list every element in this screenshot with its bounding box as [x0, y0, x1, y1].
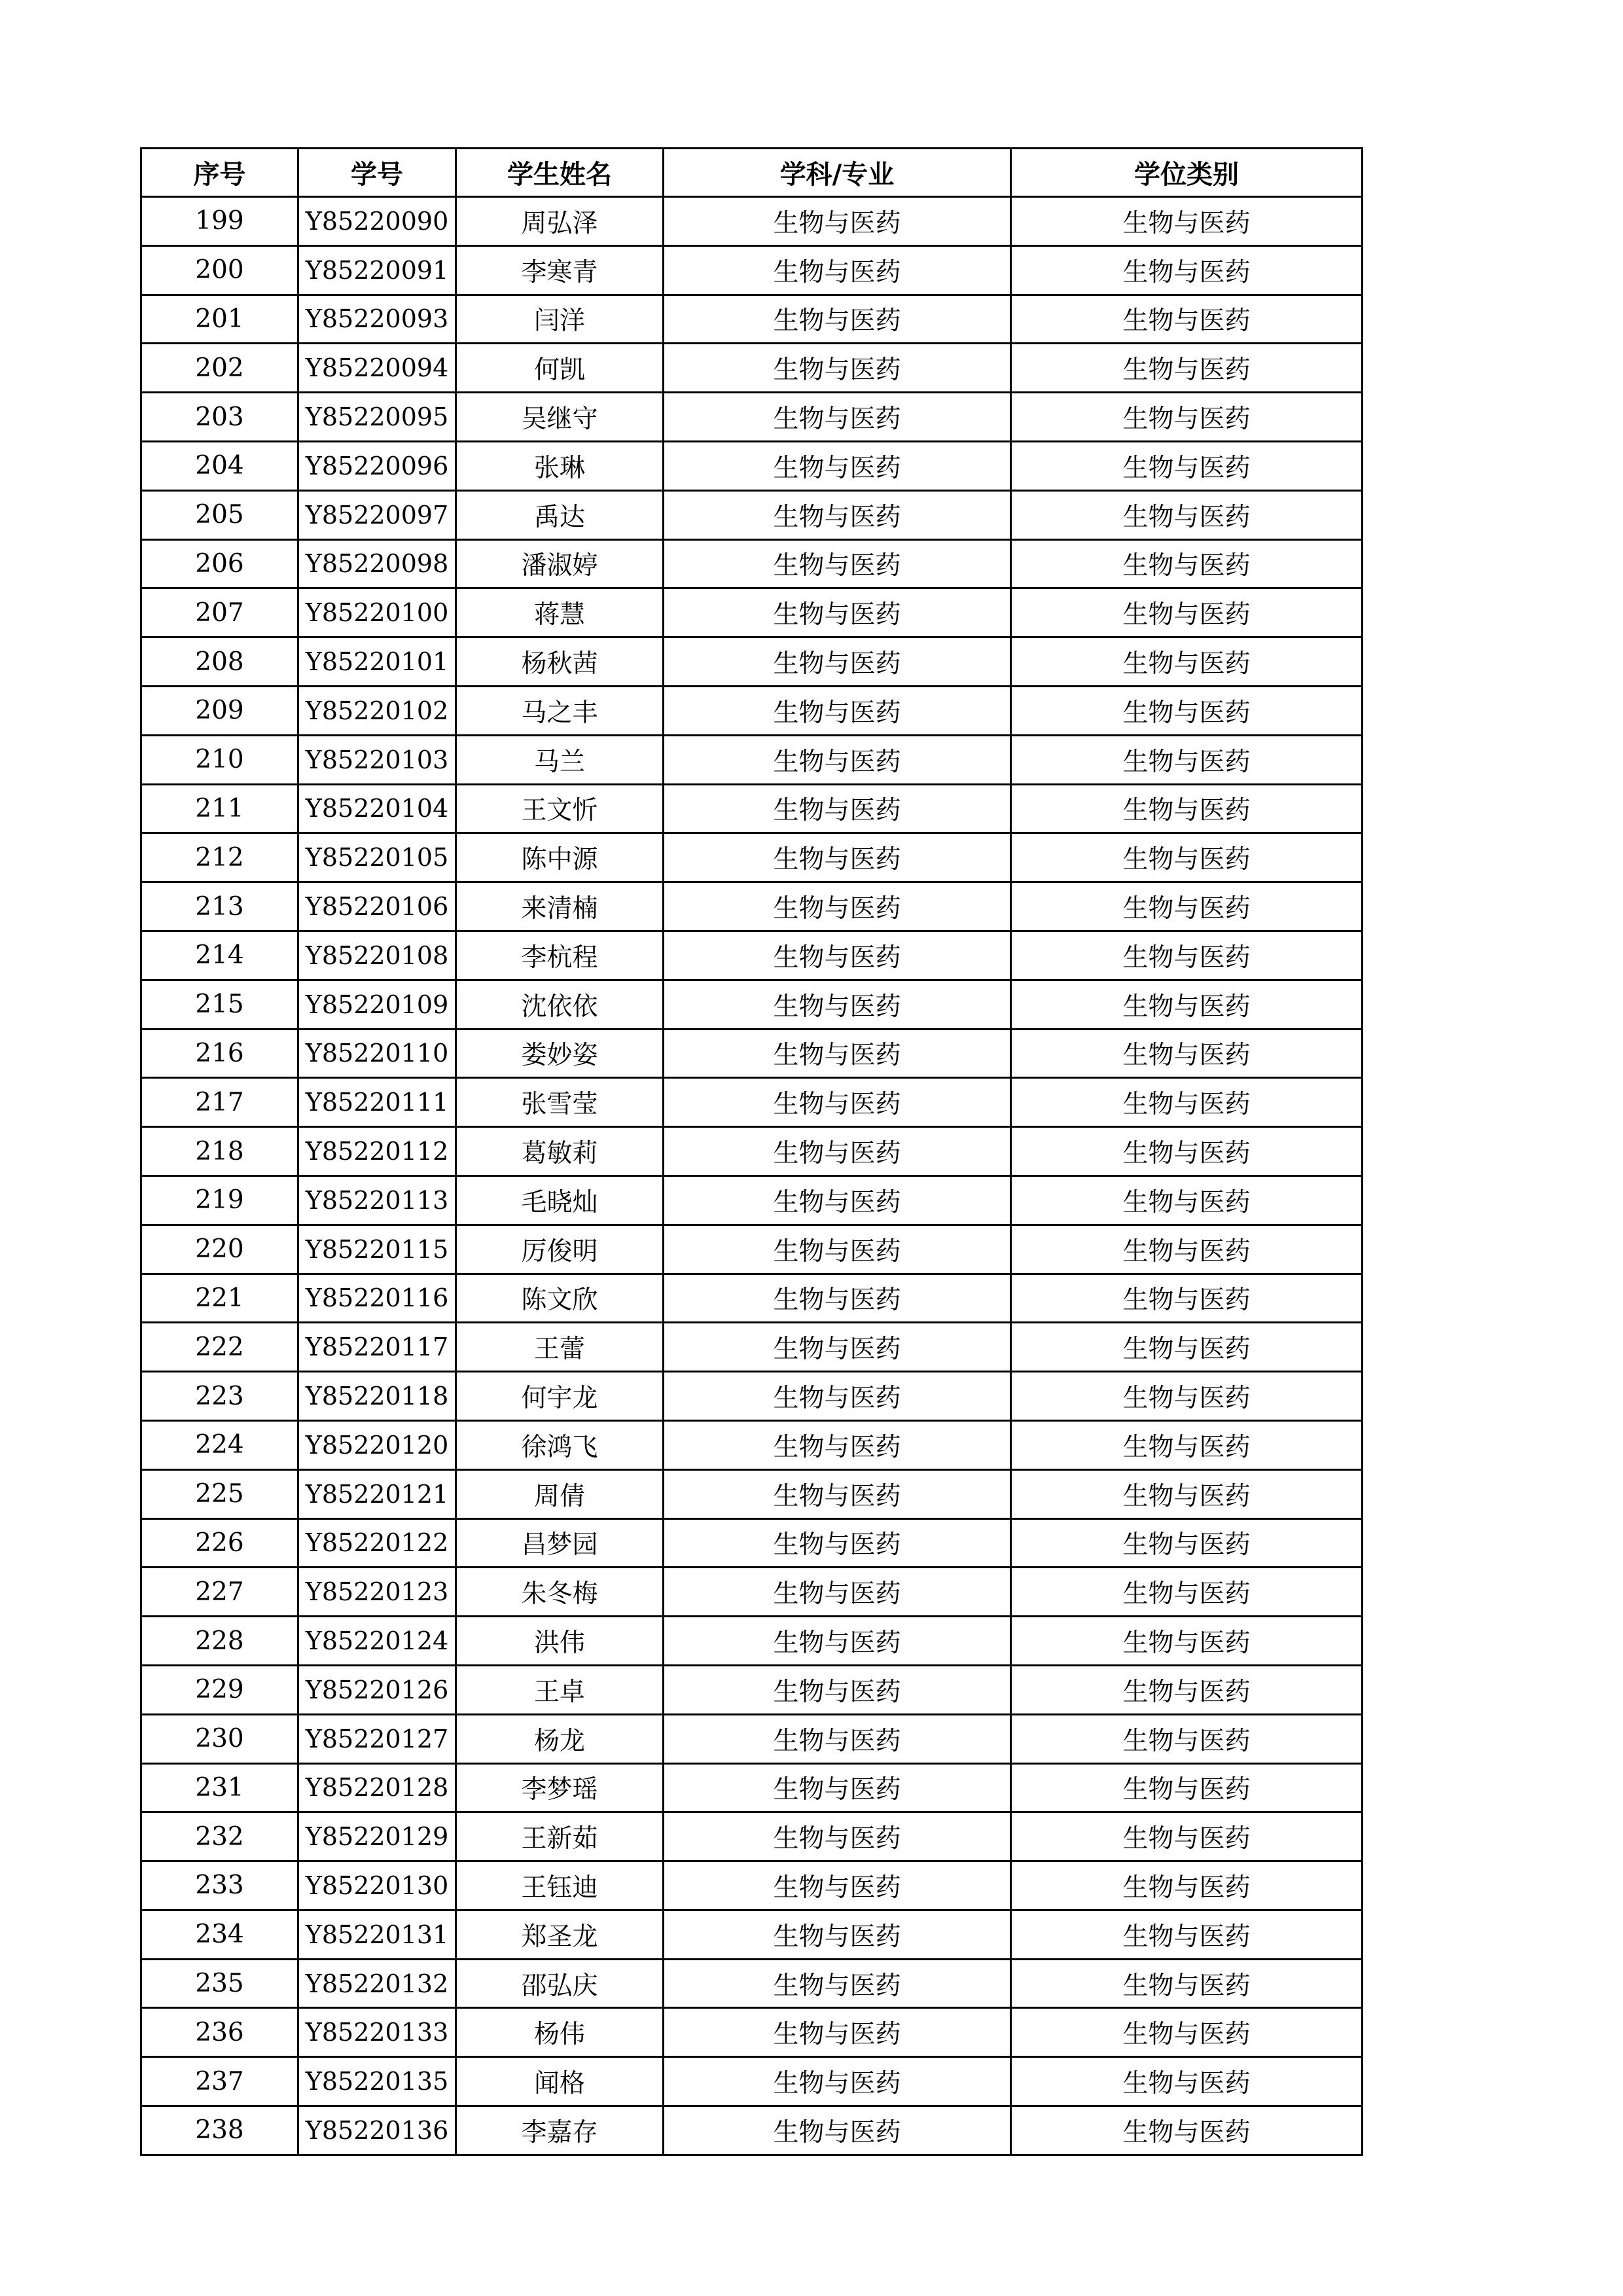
cell-degree-category: 生物与医药: [1011, 784, 1363, 833]
table-row: [141, 784, 1363, 833]
cell-degree-category: 生物与医药: [1011, 2008, 1363, 2057]
cell-student-id: Y85220097: [298, 490, 456, 539]
table-row: [141, 1323, 1363, 1372]
cell-student-name: 葛敏莉: [456, 1127, 664, 1176]
cell-student-id: Y85220102: [298, 686, 456, 735]
cell-discipline-major: 生物与医药: [664, 637, 1011, 687]
cell-student-id: Y85220093: [298, 295, 456, 344]
cell-student-name: 徐鸿飞: [456, 1420, 664, 1469]
cell-degree-category: 生物与医药: [1011, 980, 1363, 1029]
cell-student-name: 张雪莹: [456, 1078, 664, 1127]
table-row: [141, 1274, 1363, 1323]
cell-discipline-major: 生物与医药: [664, 980, 1011, 1029]
cell-discipline-major: 生物与医药: [664, 441, 1011, 490]
cell-serial-number: 204: [141, 441, 298, 490]
cell-student-id: Y85220118: [298, 1372, 456, 1421]
table-row: [141, 588, 1363, 637]
cell-student-id: Y85220113: [298, 1175, 456, 1225]
cell-discipline-major: 生物与医药: [664, 1420, 1011, 1469]
cell-student-id: Y85220126: [298, 1665, 456, 1714]
header-student-id: 学号: [298, 149, 456, 197]
cell-degree-category: 生物与医药: [1011, 1714, 1363, 1763]
cell-student-name: 闫洋: [456, 295, 664, 344]
cell-student-id: Y85220135: [298, 2057, 456, 2106]
table-row: [141, 1665, 1363, 1714]
cell-serial-number: 200: [141, 245, 298, 295]
cell-student-name: 朱冬梅: [456, 1568, 664, 1617]
cell-serial-number: 199: [141, 197, 298, 246]
cell-student-name: 沈依依: [456, 980, 664, 1029]
cell-discipline-major: 生物与医药: [664, 1714, 1011, 1763]
cell-degree-category: 生物与医药: [1011, 197, 1363, 246]
cell-serial-number: 231: [141, 1763, 298, 1812]
cell-student-name: 娄妙姿: [456, 1029, 664, 1078]
cell-student-name: 王文忻: [456, 784, 664, 833]
cell-degree-category: 生物与医药: [1011, 882, 1363, 931]
table-body: [141, 197, 1363, 2155]
table-row: [141, 1617, 1363, 1666]
cell-student-name: 王卓: [456, 1665, 664, 1714]
cell-serial-number: 230: [141, 1714, 298, 1763]
cell-student-id: Y85220117: [298, 1323, 456, 1372]
cell-discipline-major: 生物与医药: [664, 833, 1011, 882]
table-row: [141, 1518, 1363, 1568]
table-row: [141, 441, 1363, 490]
cell-discipline-major: 生物与医药: [664, 1763, 1011, 1812]
table-row: [141, 245, 1363, 295]
cell-student-name: 王钰迪: [456, 1861, 664, 1910]
cell-discipline-major: 生物与医药: [664, 882, 1011, 931]
cell-student-name: 李梦瑶: [456, 1763, 664, 1812]
cell-serial-number: 212: [141, 833, 298, 882]
cell-student-name: 马之丰: [456, 686, 664, 735]
cell-discipline-major: 生物与医药: [664, 1225, 1011, 1274]
cell-discipline-major: 生物与医药: [664, 295, 1011, 344]
cell-degree-category: 生物与医药: [1011, 588, 1363, 637]
cell-degree-category: 生物与医药: [1011, 833, 1363, 882]
cell-discipline-major: 生物与医药: [664, 1568, 1011, 1617]
cell-student-id: Y85220130: [298, 1861, 456, 1910]
cell-student-name: 来清楠: [456, 882, 664, 931]
cell-serial-number: 238: [141, 2106, 298, 2155]
cell-student-name: 毛晓灿: [456, 1175, 664, 1225]
cell-discipline-major: 生物与医药: [664, 197, 1011, 246]
table-row: [141, 2057, 1363, 2106]
cell-discipline-major: 生物与医药: [664, 1127, 1011, 1176]
table-row: [141, 1372, 1363, 1421]
cell-degree-category: 生物与医药: [1011, 1518, 1363, 1568]
cell-student-id: Y85220106: [298, 882, 456, 931]
cell-student-id: Y85220132: [298, 1959, 456, 2008]
cell-student-id: Y85220110: [298, 1029, 456, 1078]
cell-student-name: 李杭程: [456, 931, 664, 980]
cell-degree-category: 生物与医药: [1011, 735, 1363, 784]
cell-degree-category: 生物与医药: [1011, 1078, 1363, 1127]
cell-student-id: Y85220121: [298, 1469, 456, 1518]
table-row: [141, 1910, 1363, 1959]
table-row: [141, 393, 1363, 442]
cell-degree-category: 生物与医药: [1011, 295, 1363, 344]
table-row: [141, 1029, 1363, 1078]
cell-discipline-major: 生物与医药: [664, 1323, 1011, 1372]
cell-discipline-major: 生物与医药: [664, 539, 1011, 588]
cell-student-name: 周倩: [456, 1469, 664, 1518]
cell-student-id: Y85220131: [298, 1910, 456, 1959]
table-row: [141, 1861, 1363, 1910]
cell-degree-category: 生物与医药: [1011, 1323, 1363, 1372]
cell-discipline-major: 生物与医药: [664, 1518, 1011, 1568]
cell-student-id: Y85220111: [298, 1078, 456, 1127]
cell-discipline-major: 生物与医药: [664, 1812, 1011, 1861]
cell-serial-number: 221: [141, 1274, 298, 1323]
cell-student-name: 李寒青: [456, 245, 664, 295]
cell-discipline-major: 生物与医药: [664, 931, 1011, 980]
cell-serial-number: 223: [141, 1372, 298, 1421]
cell-degree-category: 生物与医药: [1011, 1959, 1363, 2008]
cell-degree-category: 生物与医药: [1011, 1665, 1363, 1714]
cell-student-name: 杨伟: [456, 2008, 664, 2057]
cell-serial-number: 215: [141, 980, 298, 1029]
cell-serial-number: 237: [141, 2057, 298, 2106]
table-row: [141, 735, 1363, 784]
header-degree-category: 学位类别: [1011, 149, 1363, 197]
cell-degree-category: 生物与医药: [1011, 1029, 1363, 1078]
cell-degree-category: 生物与医药: [1011, 490, 1363, 539]
cell-serial-number: 217: [141, 1078, 298, 1127]
cell-serial-number: 211: [141, 784, 298, 833]
cell-student-id: Y85220096: [298, 441, 456, 490]
cell-student-id: Y85220120: [298, 1420, 456, 1469]
cell-serial-number: 210: [141, 735, 298, 784]
cell-discipline-major: 生物与医药: [664, 1469, 1011, 1518]
table-row: [141, 490, 1363, 539]
table-row: [141, 1175, 1363, 1225]
cell-student-name: 张琳: [456, 441, 664, 490]
cell-degree-category: 生物与医药: [1011, 1812, 1363, 1861]
cell-serial-number: 218: [141, 1127, 298, 1176]
cell-student-id: Y85220098: [298, 539, 456, 588]
table-row: [141, 980, 1363, 1029]
cell-serial-number: 226: [141, 1518, 298, 1568]
table-row: [141, 1225, 1363, 1274]
cell-serial-number: 232: [141, 1812, 298, 1861]
cell-student-id: Y85220101: [298, 637, 456, 687]
cell-discipline-major: 生物与医药: [664, 1617, 1011, 1666]
cell-serial-number: 203: [141, 393, 298, 442]
cell-degree-category: 生物与医药: [1011, 2106, 1363, 2155]
header-serial-number: 序号: [141, 149, 298, 197]
cell-discipline-major: 生物与医药: [664, 1078, 1011, 1127]
cell-discipline-major: 生物与医药: [664, 784, 1011, 833]
table-row: [141, 1959, 1363, 2008]
cell-degree-category: 生物与医药: [1011, 1175, 1363, 1225]
table-row: [141, 1763, 1363, 1812]
cell-student-id: Y85220129: [298, 1812, 456, 1861]
cell-degree-category: 生物与医药: [1011, 1372, 1363, 1421]
cell-student-id: Y85220105: [298, 833, 456, 882]
cell-student-name: 昌梦园: [456, 1518, 664, 1568]
cell-serial-number: 229: [141, 1665, 298, 1714]
cell-student-id: Y85220112: [298, 1127, 456, 1176]
cell-degree-category: 生物与医药: [1011, 539, 1363, 588]
cell-serial-number: 216: [141, 1029, 298, 1078]
cell-degree-category: 生物与医药: [1011, 441, 1363, 490]
cell-student-name: 禹达: [456, 490, 664, 539]
cell-serial-number: 209: [141, 686, 298, 735]
cell-serial-number: 213: [141, 882, 298, 931]
cell-discipline-major: 生物与医药: [664, 735, 1011, 784]
cell-degree-category: 生物与医药: [1011, 1568, 1363, 1617]
cell-discipline-major: 生物与医药: [664, 1274, 1011, 1323]
cell-student-id: Y85220103: [298, 735, 456, 784]
cell-degree-category: 生物与医药: [1011, 1910, 1363, 1959]
cell-student-name: 王蕾: [456, 1323, 664, 1372]
cell-student-id: Y85220095: [298, 393, 456, 442]
header-discipline-major: 学科/专业: [664, 149, 1011, 197]
cell-discipline-major: 生物与医药: [664, 344, 1011, 393]
cell-student-name: 马兰: [456, 735, 664, 784]
cell-serial-number: 208: [141, 637, 298, 687]
table-row: [141, 1714, 1363, 1763]
table-header: [141, 149, 1363, 197]
cell-degree-category: 生物与医药: [1011, 344, 1363, 393]
cell-student-id: Y85220108: [298, 931, 456, 980]
cell-student-name: 陈中源: [456, 833, 664, 882]
cell-student-name: 王新茹: [456, 1812, 664, 1861]
cell-student-id: Y85220090: [298, 197, 456, 246]
cell-discipline-major: 生物与医药: [664, 1029, 1011, 1078]
table-row: [141, 1127, 1363, 1176]
cell-student-id: Y85220100: [298, 588, 456, 637]
cell-serial-number: 235: [141, 1959, 298, 2008]
cell-serial-number: 222: [141, 1323, 298, 1372]
cell-student-name: 蒋慧: [456, 588, 664, 637]
cell-student-name: 何宇龙: [456, 1372, 664, 1421]
cell-serial-number: 205: [141, 490, 298, 539]
table-row: [141, 295, 1363, 344]
cell-degree-category: 生物与医药: [1011, 1274, 1363, 1323]
cell-degree-category: 生物与医药: [1011, 1861, 1363, 1910]
cell-student-id: Y85220136: [298, 2106, 456, 2155]
cell-student-id: Y85220091: [298, 245, 456, 295]
cell-student-name: 杨龙: [456, 1714, 664, 1763]
cell-student-id: Y85220122: [298, 1518, 456, 1568]
cell-degree-category: 生物与医药: [1011, 1763, 1363, 1812]
table-row: [141, 344, 1363, 393]
student-roster-table: [140, 147, 1363, 2156]
table-row: [141, 686, 1363, 735]
table-row: [141, 1812, 1363, 1861]
table-row: [141, 931, 1363, 980]
cell-discipline-major: 生物与医药: [664, 393, 1011, 442]
cell-degree-category: 生物与医药: [1011, 1420, 1363, 1469]
cell-serial-number: 219: [141, 1175, 298, 1225]
cell-student-id: Y85220133: [298, 2008, 456, 2057]
cell-student-id: Y85220109: [298, 980, 456, 1029]
table-row: [141, 1568, 1363, 1617]
table-row: [141, 833, 1363, 882]
cell-student-id: Y85220128: [298, 1763, 456, 1812]
cell-serial-number: 214: [141, 931, 298, 980]
cell-serial-number: 220: [141, 1225, 298, 1274]
cell-student-id: Y85220104: [298, 784, 456, 833]
cell-student-id: Y85220127: [298, 1714, 456, 1763]
cell-degree-category: 生物与医药: [1011, 393, 1363, 442]
cell-discipline-major: 生物与医药: [664, 2008, 1011, 2057]
table-row: [141, 1078, 1363, 1127]
cell-degree-category: 生物与医药: [1011, 637, 1363, 687]
cell-degree-category: 生物与医药: [1011, 1225, 1363, 1274]
table-row: [141, 197, 1363, 246]
cell-discipline-major: 生物与医药: [664, 1910, 1011, 1959]
table-row: [141, 1420, 1363, 1469]
cell-serial-number: 202: [141, 344, 298, 393]
cell-student-name: 周弘泽: [456, 197, 664, 246]
cell-serial-number: 225: [141, 1469, 298, 1518]
table-row: [141, 2106, 1363, 2155]
cell-student-name: 闻格: [456, 2057, 664, 2106]
header-student-name: 学生姓名: [456, 149, 664, 197]
cell-serial-number: 207: [141, 588, 298, 637]
cell-student-name: 邵弘庆: [456, 1959, 664, 2008]
cell-degree-category: 生物与医药: [1011, 1127, 1363, 1176]
cell-discipline-major: 生物与医药: [664, 2106, 1011, 2155]
cell-degree-category: 生物与医药: [1011, 2057, 1363, 2106]
table-row: [141, 882, 1363, 931]
cell-degree-category: 生物与医药: [1011, 686, 1363, 735]
cell-serial-number: 236: [141, 2008, 298, 2057]
cell-student-id: Y85220115: [298, 1225, 456, 1274]
cell-degree-category: 生物与医药: [1011, 245, 1363, 295]
cell-serial-number: 201: [141, 295, 298, 344]
cell-discipline-major: 生物与医药: [664, 1372, 1011, 1421]
table-row: [141, 2008, 1363, 2057]
cell-discipline-major: 生物与医药: [664, 245, 1011, 295]
cell-student-name: 吴继守: [456, 393, 664, 442]
cell-serial-number: 233: [141, 1861, 298, 1910]
cell-student-name: 郑圣龙: [456, 1910, 664, 1959]
cell-discipline-major: 生物与医药: [664, 1665, 1011, 1714]
cell-student-id: Y85220116: [298, 1274, 456, 1323]
cell-student-name: 何凯: [456, 344, 664, 393]
cell-discipline-major: 生物与医药: [664, 686, 1011, 735]
cell-degree-category: 生物与医药: [1011, 931, 1363, 980]
cell-student-name: 洪伟: [456, 1617, 664, 1666]
cell-discipline-major: 生物与医药: [664, 490, 1011, 539]
cell-student-name: 杨秋茜: [456, 637, 664, 687]
cell-discipline-major: 生物与医药: [664, 2057, 1011, 2106]
cell-degree-category: 生物与医药: [1011, 1617, 1363, 1666]
cell-serial-number: 228: [141, 1617, 298, 1666]
cell-student-name: 厉俊明: [456, 1225, 664, 1274]
cell-discipline-major: 生物与医药: [664, 1959, 1011, 2008]
cell-serial-number: 224: [141, 1420, 298, 1469]
table-row: [141, 637, 1363, 687]
cell-student-name: 陈文欣: [456, 1274, 664, 1323]
table-row: [141, 1469, 1363, 1518]
header-row: [141, 149, 1363, 197]
cell-serial-number: 206: [141, 539, 298, 588]
cell-discipline-major: 生物与医药: [664, 1175, 1011, 1225]
cell-degree-category: 生物与医药: [1011, 1469, 1363, 1518]
cell-student-id: Y85220123: [298, 1568, 456, 1617]
table-row: [141, 539, 1363, 588]
cell-student-id: Y85220124: [298, 1617, 456, 1666]
cell-student-name: 潘淑婷: [456, 539, 664, 588]
cell-discipline-major: 生物与医药: [664, 588, 1011, 637]
cell-discipline-major: 生物与医药: [664, 1861, 1011, 1910]
cell-student-id: Y85220094: [298, 344, 456, 393]
cell-serial-number: 234: [141, 1910, 298, 1959]
cell-student-name: 李嘉存: [456, 2106, 664, 2155]
cell-serial-number: 227: [141, 1568, 298, 1617]
